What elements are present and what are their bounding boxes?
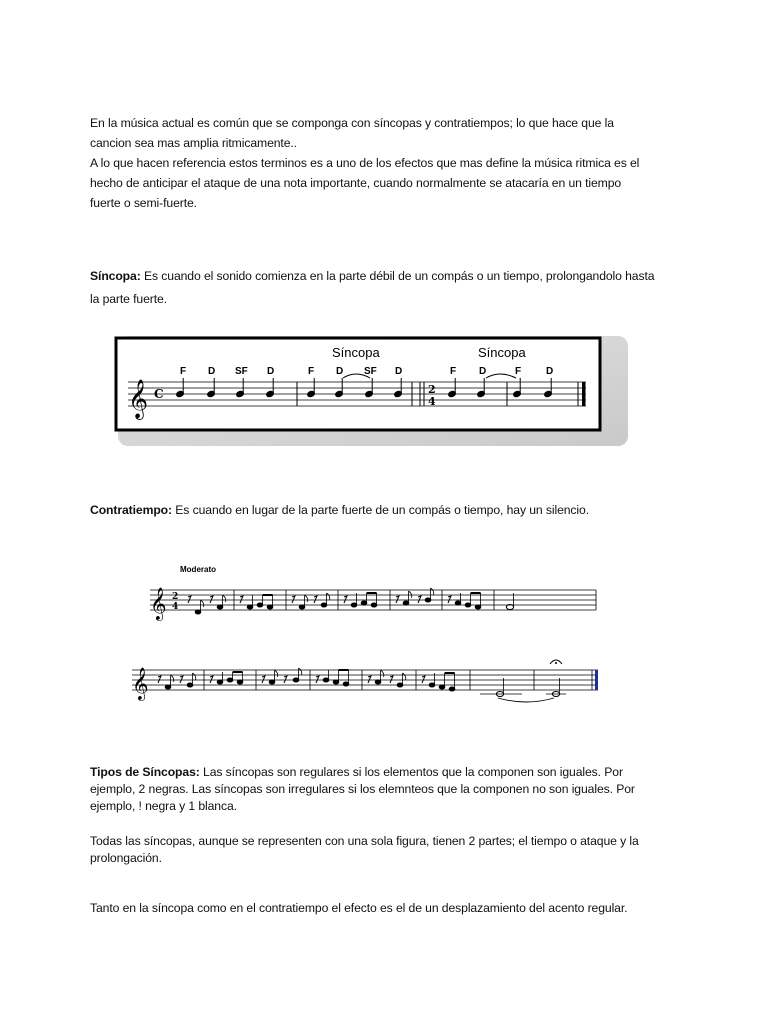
- tanto-paragraph: [90, 898, 690, 918]
- tipos-paragraph: [90, 764, 690, 815]
- beat-label: D: [208, 366, 216, 377]
- beat-label: F: [515, 366, 522, 377]
- note: [333, 670, 339, 684]
- beat-label: D: [395, 366, 403, 377]
- sincopa-definition: [90, 265, 690, 311]
- eighth-rest-icon: [396, 596, 399, 603]
- beat-label: F: [308, 366, 315, 377]
- eighth-rest-icon: [418, 596, 421, 603]
- note: [237, 672, 243, 684]
- intro-line-4: hecho de anticipar el ataque de una nota importante, cuando normalmente se atacaría en un tiempo: [90, 176, 622, 190]
- note: [269, 670, 278, 684]
- treble-clef-icon: 𝄞: [128, 379, 149, 419]
- tie: [498, 698, 554, 702]
- intro-line-2: cancion sea mas amplia ritmicamente..: [90, 136, 297, 150]
- treble-clef-icon: 𝄞: [150, 587, 167, 620]
- eighth-rest-icon: [448, 596, 451, 603]
- beat-label: SF: [364, 366, 377, 377]
- note: [375, 670, 384, 684]
- eighth-rest-icon: [158, 676, 161, 683]
- note: [227, 672, 233, 682]
- eighth-rest-icon: [284, 676, 287, 683]
- sincopa-figure: [110, 330, 630, 450]
- eighth-rest-icon: [210, 596, 213, 603]
- intro-line-5: fuerte o semi-fuerte.: [90, 196, 197, 210]
- beam: [367, 592, 377, 594]
- final-barline: [595, 670, 598, 690]
- final-barline: [582, 382, 586, 406]
- time-signature-top: 2: [428, 383, 436, 396]
- note: [475, 593, 481, 609]
- beam: [471, 592, 481, 594]
- time-signature-bottom: 4: [172, 602, 179, 612]
- beam: [263, 594, 273, 596]
- tipos-line-3: ejemplo, ! negra y 1 blanca.: [90, 799, 237, 813]
- contratiempo-definition: [90, 500, 690, 520]
- note: [195, 600, 204, 614]
- note: [217, 595, 226, 609]
- todas-line-1: Todas las síncopas, aunque se representen con una sola figura, tienen 2 partes; el tiempo o ataque y la: [90, 834, 639, 848]
- eighth-rest-icon: [422, 676, 425, 683]
- note: [323, 670, 329, 682]
- treble-clef-icon: 𝄞: [132, 667, 149, 700]
- contratiempo-text: Es cuando en lugar de la parte fuerte de un compás o tiempo, hay un silencio.: [175, 503, 589, 517]
- intro-paragraph: [90, 113, 690, 213]
- eighth-rest-icon: [390, 676, 393, 683]
- tipos-line-1: Las síncopas son regulares si los elementos que la componen son iguales. Por: [203, 765, 623, 779]
- tipos-line-2: ejemplo, 2 negras. Las síncopas son irregulares si los elemnteos que la componen no son iguales. Por: [90, 782, 635, 796]
- staff-2-notes: [158, 660, 598, 702]
- note: [449, 673, 455, 691]
- beat-label: F: [450, 366, 457, 377]
- note: [439, 673, 445, 689]
- note: [217, 672, 223, 684]
- time-signature-bottom: 4: [428, 395, 436, 408]
- sincopa-line-1: Es cuando el sonido comienza en la parte débil de un compás o un tiempo, prolongandolo hasta: [143, 269, 655, 283]
- eighth-rest-icon: [368, 676, 371, 683]
- tempo-marking: Moderato: [180, 565, 216, 574]
- todas-paragraph: [90, 833, 690, 867]
- tanto-text: Tanto en la síncopa como en el contratiempo el efecto es el de un desplazamiento del acento regular.: [90, 901, 628, 915]
- note: [299, 595, 308, 609]
- beat-label: F: [180, 366, 187, 377]
- beat-label: D: [546, 366, 554, 377]
- note: [403, 591, 412, 605]
- eighth-rest-icon: [314, 596, 317, 603]
- beat-label: D: [267, 366, 275, 377]
- eighth-rest-icon: [344, 596, 347, 603]
- note: [247, 595, 253, 609]
- eighth-rest-icon: [262, 676, 265, 683]
- sincopa-term: Síncopa:: [90, 269, 141, 283]
- beat-label: D: [479, 366, 487, 377]
- contratiempo-term: Contratiempo:: [90, 503, 172, 517]
- beat-label: D: [336, 366, 344, 377]
- time-signature-top: 2: [172, 592, 179, 602]
- eighth-rest-icon: [240, 596, 243, 603]
- beam: [445, 672, 455, 674]
- staff-2: [132, 670, 598, 690]
- note: [343, 670, 349, 686]
- note: [267, 595, 273, 609]
- todas-line-2: prolongación.: [90, 851, 162, 865]
- beam: [233, 671, 243, 673]
- sincopa-title-2: Síncopa: [478, 345, 526, 360]
- eighth-rest-icon: [292, 596, 295, 603]
- eighth-rest-icon: [180, 676, 183, 683]
- eighth-rest-icon: [210, 676, 213, 683]
- contratiempo-figure: [130, 560, 610, 700]
- eighth-rest-icon: [188, 596, 191, 603]
- beat-label: SF: [235, 366, 248, 377]
- note: [257, 595, 263, 607]
- eighth-rest-icon: [316, 676, 319, 683]
- beam: [339, 669, 349, 671]
- sincopa-line-2: la parte fuerte.: [90, 292, 167, 306]
- intro-line-1: En la música actual es común que se componga con síncopas y contratiempos; lo que hace que la: [90, 116, 614, 130]
- intro-line-3: A lo que hacen referencia estos terminos es a uno de los efectos que mas define la música ritmica es el: [90, 156, 640, 170]
- tipos-term: Tipos de Síncopas:: [90, 765, 200, 779]
- sincopa-title-1: Síncopa: [332, 345, 380, 360]
- time-signature-c: C: [154, 387, 164, 401]
- note: [165, 675, 174, 689]
